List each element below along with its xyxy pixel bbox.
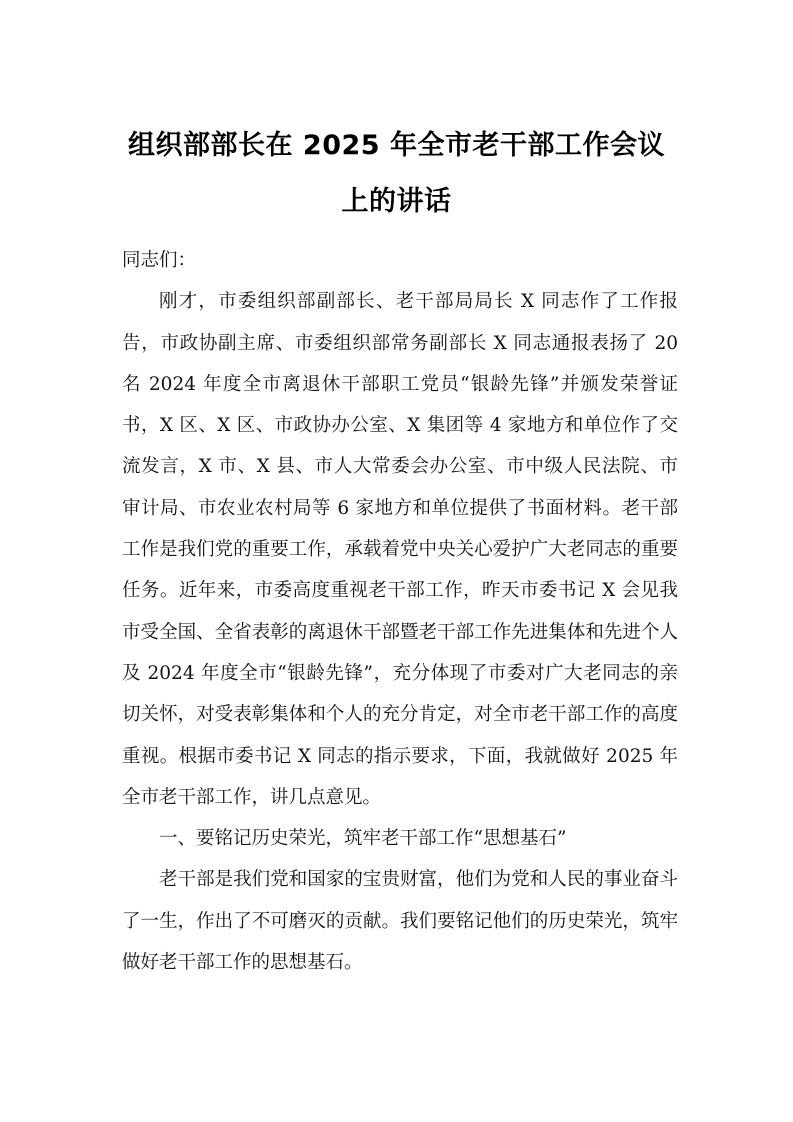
salutation: 同志们： [122, 250, 197, 271]
document-body [122, 240, 678, 983]
title-line-2: 上的讲话 [341, 186, 452, 217]
section-heading-1: 一、要铭记历史荣光，筑牢老干部工作“思想基石” [159, 828, 567, 850]
paragraph-section-1: 老干部是我们党和国家的宝贵财富，他们为党和人民的事业奋斗了一生，作出了不可磨灭的贡献。我们要铭记他们的历史荣光，筑牢做好老干部工作的思想基石。 [122, 869, 678, 974]
document-title [110, 118, 683, 230]
paragraph-opening: 刚才，市委组织部副部长、老干部局局长 X 同志作了工作报告，市政协副主席、市委组织部常务副部长 X 同志通报表扬了 20 名 2024 年度全市离退休干部职工党员“银龄先锋”并颁发荣誉证书，X 区、X 区、市政协办公室、X 集团等 4 家地方和单位作了交流发言，X 市、X 县、市人大常委会办公室、市中级人民法院、市审计局、市农业农村局等 6 家地方和单位提供了书面材料。老干部工作是我们党的重要工作，承载着党中央关心爱护广大老同志的重要任务。近年来，市委高度重视老干部工作，昨天市委书记 X 会见我市受全国、全省表彰的离退休干部暨老干部工作先进集体和先进个人及 2024 年度全市“银龄先锋”，充分体现了市委对广大老同志的亲切关怀，对受表彰集体和个人的充分肯定，对全市老干部工作的高度重视。根据市委书记 X 同志的指示要求，下面，我就做好 2025 年全市老干部工作，讲几点意见。 [122, 291, 678, 808]
title-line-1: 组织部部长在 2025 年全市老干部工作会议 [128, 130, 665, 161]
